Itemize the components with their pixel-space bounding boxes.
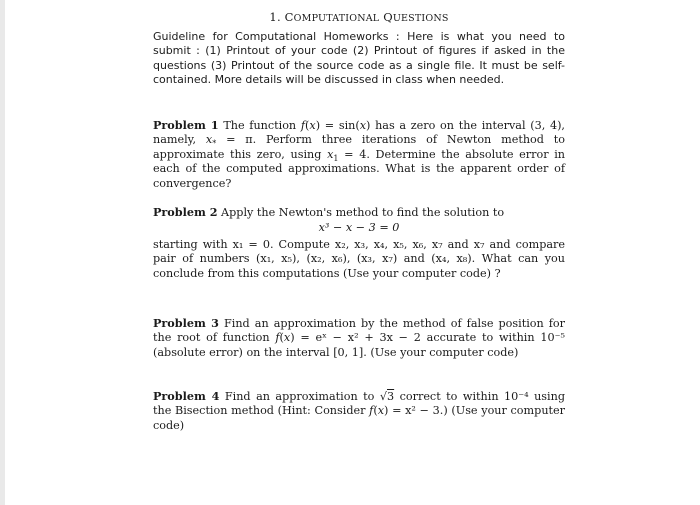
- problem-1: Problem 1 The function f(x) = sin(x) has a zero on the interval (3, 4), namely, $x_* = \pi$. Perform three iterations of Newton method to approximate this zero, using $x_1 = 4$. Determine the absolute error in each of the computed approximations. What is the apparent order of convergence?: [153, 118, 565, 190]
- problem-3: Problem 3 Find an approximation by the method of false position for the root of function f(x) = eˣ − x² + 3x − 2 accurate to within 10⁻⁵ (absolute error) on the interval [0, 1]. (Use your computer code): [153, 316, 565, 359]
- problem-3-label: Problem 3: [153, 316, 219, 330]
- problem-2-equation: x³ − x − 3 = 0: [318, 221, 400, 235]
- guideline-paragraph: Guideline for Computational Homeworks : Here is what you need to submit : (1) Printout of your code (2) Printout of figures if asked in the questions (3) Printout of the source code as a single file. It must be self-contained. More details will be discussed in class when needed.: [153, 30, 565, 87]
- problem-2-label: Problem 2: [153, 205, 218, 219]
- section-heading: 1. COMPUTATIONAL QUESTIONS: [269, 10, 449, 24]
- problem-2: Problem 2 Apply the Newton's method to find the solution to x³ − x − 3 = 0 starting with x₁ = 0. Compute x₂, x₃, x₄, x₅, x₆, x₇ and x₇ and compare pair of numbers (x₁, x₅), (x₂, x₆), (x₃, x₇) and (x₄, x₈). What can you conclude from this computations (Use your computer code) ?: [153, 205, 565, 280]
- problem-2-body: starting with x₁ = 0. Compute x₂, x₃, x₄, x₅, x₆, x₇ and x₇ and compare pair of numbers (x₁, x₅), (x₂, x₆), (x₃, x₇) and (x₄, x₈). What can you conclude from this computations (Use your computer code) ?: [153, 237, 565, 280]
- problem-1-label: Problem 1: [153, 118, 219, 132]
- page-left-edge: [0, 0, 5, 505]
- problem-4: Problem 4 Find an approximation to √3 correct to within 10⁻⁴ using the Bisection method (Hint: Consider f(x) = x² − 3.) (Use your computer code): [153, 389, 565, 432]
- problem-4-label: Problem 4: [153, 389, 220, 403]
